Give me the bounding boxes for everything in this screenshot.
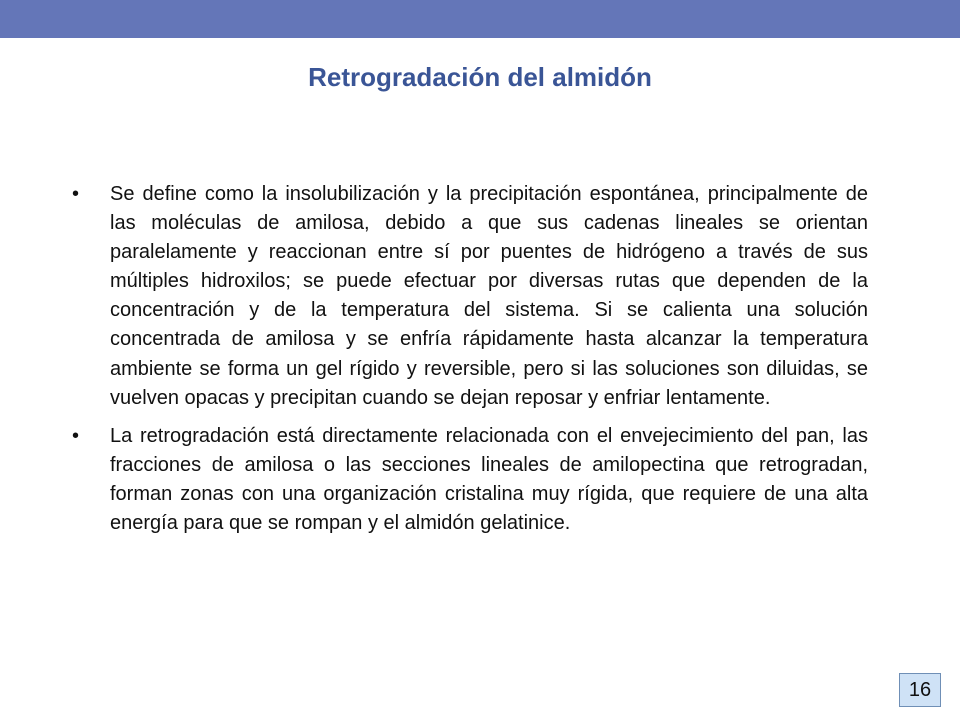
page-number-badge: 16 xyxy=(899,673,941,707)
bullet-text: Se define como la insolubilización y la precipitación espontánea, principalmente de las moléculas de amilosa, debido a que sus cadenas lineales se orientan paralelamente y reaccionan entre sí por puentes de hidrógeno a través de sus múltiples hidroxilos; se puede efectuar por diversas rutas que dependen de la concentración y de la temperatura del sistema. Si se calienta una solución concentrada de amilosa y se enfría rápidamente hasta alcanzar la temperatura ambiente se forma un gel rígido y reversible, pero si las soluciones son diluidas, se vuelven opacas y precipitan cuando se dejan reposar y enfriar lentamente. xyxy=(110,183,868,409)
bullet-marker: • xyxy=(72,183,80,205)
bullet-item xyxy=(72,180,868,413)
bullet-marker: • xyxy=(72,424,80,447)
bullet-item xyxy=(72,422,868,538)
bullet-list xyxy=(72,180,868,547)
slide-title: Retrogradación del almidón xyxy=(308,62,652,92)
header-bar xyxy=(0,0,960,38)
bullet-text: La retrogradación está directamente relacionada con el envejecimiento del pan, las fracciones de amilosa o las secciones lineales de amilopectina que retrogradan, forman zonas con una organización cristalina muy rígida, que requiere de una alta energía para que se rompan y el almidón gelatinice. xyxy=(110,424,868,535)
